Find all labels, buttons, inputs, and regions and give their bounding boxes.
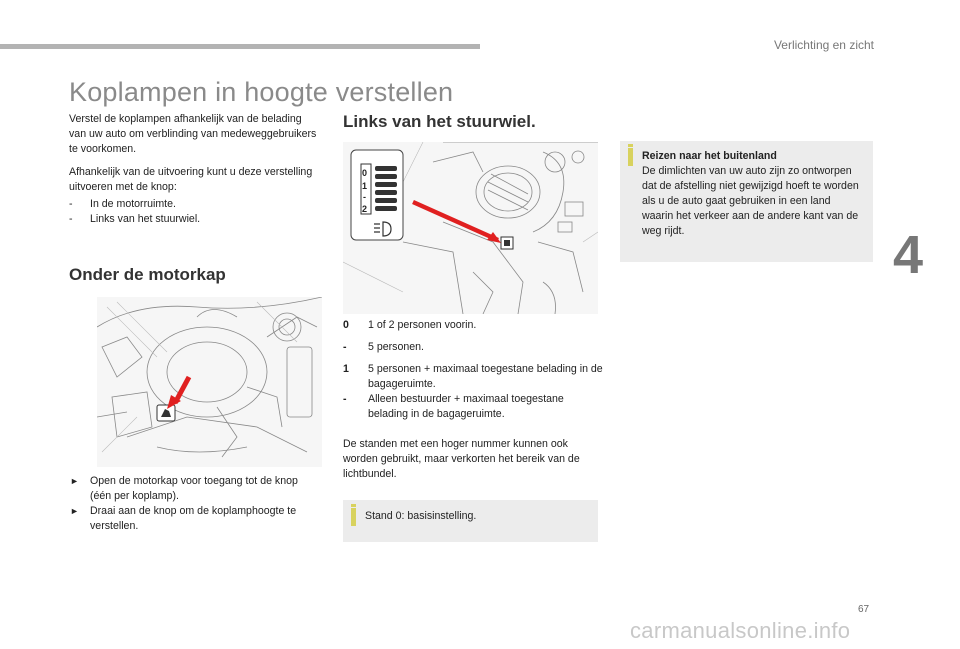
list-item: - In de motorruimte.: [69, 198, 176, 210]
onder-steps: [69, 474, 319, 534]
dial-label: 2: [362, 204, 368, 214]
legend-key: -: [343, 341, 347, 353]
dial-inset: [351, 150, 403, 240]
note-body: De dimlichten van uw auto zijn zo ontworpen dat de afstelling niet gewijzigd hoeft te worden als u de auto gaat gebruiken in een land waarin het verkeer aan de andere kant van de weg rijdt.: [642, 165, 859, 237]
dash-bullet: -: [69, 213, 73, 225]
arrow-right-icon: ►: [70, 506, 79, 516]
chapter-number: 4: [893, 225, 924, 285]
intro-paragraph: Afhankelijk van de uitvoering kunt u deze verstelling uitvoeren met de knop:: [69, 166, 313, 193]
legend-row: - 5 personen.: [343, 341, 424, 353]
page-title: Koplampen in hoogte verstellen: [69, 77, 454, 107]
heading-onder-motorkap: Onder de motorkap: [69, 265, 226, 284]
engine-bay-illustration: [97, 297, 322, 467]
small-switch-icon: [501, 237, 513, 249]
legend-key: 1: [343, 363, 349, 375]
dial-label: 1: [362, 181, 368, 191]
intro-paragraph: Verstel de koplampen afhankelijk van de belading van uw auto om verblinding van medeweggebruikers te voorkomen.: [69, 113, 317, 155]
arrow-right-icon: ►: [70, 476, 79, 486]
list-item: - Links van het stuurwiel.: [69, 213, 201, 225]
dial-legend: [343, 318, 603, 429]
heading-links-stuurwiel: Links van het stuurwiel.: [343, 112, 536, 131]
top-rule: [0, 44, 480, 49]
info-icon: [628, 148, 633, 166]
page-number: 67: [858, 604, 870, 615]
dashboard-illustration: [343, 142, 598, 314]
legend-row: 0 1 of 2 personen voorin.: [343, 319, 477, 331]
list-item: ► Draai aan de knop om de koplamphoogte te verstellen.: [70, 505, 297, 532]
legend-key: 0: [343, 319, 349, 331]
range-paragraph: De standen met een hoger nummer kunnen ook worden gebruikt, maar verkorten het bereik van de lichtbundel.: [343, 438, 580, 480]
intro-column: [69, 112, 319, 227]
legend-key: -: [343, 393, 347, 405]
note-buitenland: [620, 141, 873, 262]
legend-row: 1 5 personen + maximaal toegestane belading in de bagageruimte.: [343, 363, 603, 390]
dash-bullet: -: [69, 198, 73, 210]
option-list: [69, 197, 319, 227]
note-title: Reizen naar het buitenland: [642, 150, 777, 162]
dial-label: 0: [362, 168, 368, 178]
legend-row: - Alleen bestuurder + maximaal toegestane belading in de bagageruimte.: [343, 393, 564, 420]
headlamp-knob-icon: [157, 405, 175, 421]
info-icon: [351, 508, 356, 526]
dial-label: -: [363, 192, 366, 202]
section-header: Verlichting en zicht: [773, 38, 874, 52]
note-basisinstelling: Stand 0: basisinstelling.: [343, 500, 598, 542]
list-item: ► Open de motorkap voor toegang tot de knop (één per koplamp).: [70, 475, 298, 502]
watermark: carmanualsonline.info: [630, 618, 851, 643]
